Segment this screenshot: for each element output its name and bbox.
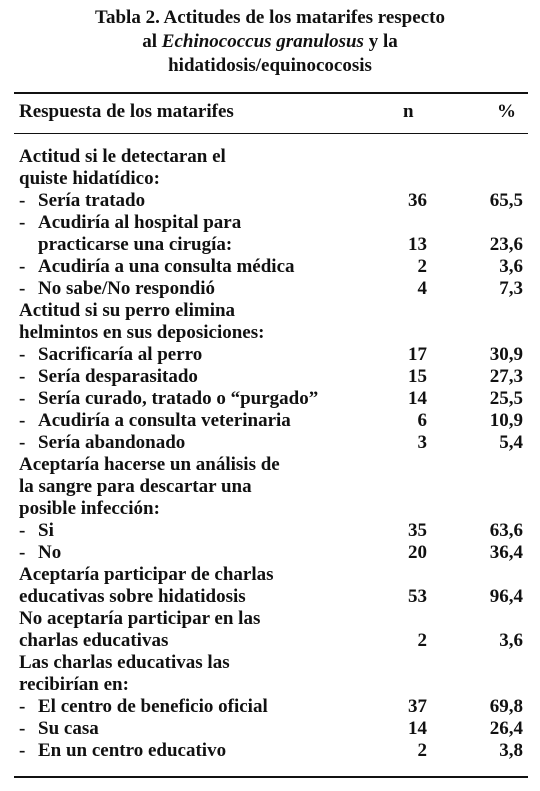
row-dash: -	[19, 256, 26, 277]
table-title-line-2	[0, 30, 540, 54]
table-row	[0, 476, 540, 498]
header-n: n	[403, 101, 414, 122]
row-count: 2	[417, 256, 427, 277]
table-row	[0, 674, 540, 696]
row-heading: la sangre para descartar una	[19, 476, 252, 497]
row-count: 17	[408, 344, 427, 365]
row-percent: 65,5	[489, 190, 523, 211]
row-percent: 10,9	[489, 410, 523, 431]
row-heading: posible infección:	[19, 498, 160, 519]
row-heading: Aceptaría hacerse un análisis de	[19, 454, 280, 475]
row-dash: -	[19, 696, 26, 717]
table-row	[0, 366, 540, 388]
row-heading: quiste hidatídico:	[19, 168, 160, 189]
row-count: 2	[417, 740, 427, 761]
row-label: Sería abandonado	[38, 432, 186, 453]
table-row	[0, 168, 540, 190]
row-percent: 63,6	[489, 520, 523, 541]
row-dash: -	[19, 520, 26, 541]
row-label: En un centro educativo	[38, 740, 227, 761]
row-label: No	[38, 542, 62, 563]
row-heading: charlas educativas	[19, 630, 169, 651]
row-dash: -	[19, 410, 26, 431]
row-dash: -	[19, 740, 26, 761]
row-count: 14	[408, 388, 427, 409]
row-heading: Actitud si su perro elimina	[19, 300, 236, 321]
row-dash: -	[19, 344, 26, 365]
row-label: Sería tratado	[38, 190, 146, 211]
row-percent: 3,6	[499, 630, 523, 651]
row-percent: 3,8	[499, 740, 523, 761]
table-row	[0, 586, 540, 608]
table-row	[0, 432, 540, 454]
title-line-2-post: y la	[363, 31, 398, 52]
row-count: 35	[408, 520, 427, 541]
header-percent: %	[497, 101, 516, 122]
row-label: Acudiría a consulta veterinaria	[38, 410, 291, 431]
bottom-rule	[14, 776, 528, 778]
row-heading: No aceptaría participar en las	[19, 608, 261, 629]
row-dash: -	[19, 718, 26, 739]
table-row	[0, 498, 540, 520]
row-dash: -	[19, 542, 26, 563]
table-row	[0, 300, 540, 322]
row-label: Sería curado, tratado o “purgado”	[38, 388, 319, 409]
table-title-line-1: Tabla 2. Actitudes de los matarifes respecto	[95, 7, 445, 28]
table-title	[0, 6, 540, 78]
table-row	[0, 564, 540, 586]
row-label-continued: practicarse una cirugía:	[38, 234, 233, 255]
table-row	[0, 344, 540, 366]
table-row	[0, 410, 540, 432]
row-label: Sacrificaría al perro	[38, 344, 203, 365]
row-dash: -	[19, 432, 26, 453]
table-row	[0, 542, 540, 564]
row-percent: 23,6	[489, 234, 523, 255]
table-row	[0, 630, 540, 652]
table-title-line-3: hidatidosis/equinococosis	[168, 55, 372, 76]
row-count: 2	[417, 630, 427, 651]
row-dash: -	[19, 190, 26, 211]
row-heading: recibirían en:	[19, 674, 129, 695]
table-row	[0, 212, 540, 234]
table-row	[0, 234, 540, 256]
row-percent: 3,6	[499, 256, 523, 277]
table-row	[0, 278, 540, 300]
title-species-name: Echinococcus granulosus	[161, 31, 364, 52]
table-row	[0, 696, 540, 718]
table-row	[0, 454, 540, 476]
header-rule	[14, 133, 528, 134]
row-heading: Actitud si le detectaran el	[19, 146, 226, 167]
table-row	[0, 608, 540, 630]
top-rule	[14, 92, 528, 94]
row-label: Sería desparasitado	[38, 366, 198, 387]
row-label: El centro de beneficio oficial	[38, 696, 268, 717]
table-row	[0, 322, 540, 344]
row-label: Su casa	[38, 718, 99, 739]
row-count: 3	[417, 432, 427, 453]
header-response: Respuesta de los matarifes	[19, 101, 234, 122]
row-percent: 30,9	[489, 344, 523, 365]
table-row	[0, 190, 540, 212]
row-percent: 36,4	[489, 542, 523, 563]
row-percent: 27,3	[489, 366, 523, 387]
row-dash: -	[19, 366, 26, 387]
row-label: No sabe/No respondió	[38, 278, 216, 299]
table-header	[0, 100, 540, 126]
row-percent: 69,8	[489, 696, 523, 717]
row-percent: 25,5	[489, 388, 523, 409]
table-row	[0, 146, 540, 168]
row-heading: educativas sobre hidatidosis	[19, 586, 246, 607]
table-body	[0, 146, 540, 762]
table-row	[0, 718, 540, 740]
row-count: 13	[408, 234, 427, 255]
table-row	[0, 652, 540, 674]
row-heading: Aceptaría participar de charlas	[19, 564, 274, 585]
row-dash: -	[19, 212, 26, 233]
row-count: 36	[408, 190, 427, 211]
row-count: 14	[408, 718, 427, 739]
row-percent: 5,4	[499, 432, 523, 453]
table-row	[0, 520, 540, 542]
table-row	[0, 256, 540, 278]
row-count: 20	[408, 542, 427, 563]
table-row	[0, 388, 540, 410]
row-label: Si	[38, 520, 54, 541]
row-label: Acudiría al hospital para	[38, 212, 242, 233]
row-label: Acudiría a una consulta médica	[38, 256, 295, 277]
row-count: 37	[408, 696, 427, 717]
row-count: 4	[417, 278, 427, 299]
row-dash: -	[19, 278, 26, 299]
row-count: 53	[408, 586, 427, 607]
row-heading: Las charlas educativas las	[19, 652, 230, 673]
row-heading: helmintos en sus deposiciones:	[19, 322, 265, 343]
row-count: 6	[417, 410, 427, 431]
row-dash: -	[19, 388, 26, 409]
row-count: 15	[408, 366, 427, 387]
table-row	[0, 740, 540, 762]
title-line-2-pre: al	[142, 31, 162, 52]
row-percent: 26,4	[489, 718, 523, 739]
row-percent: 96,4	[489, 586, 523, 607]
row-percent: 7,3	[499, 278, 523, 299]
